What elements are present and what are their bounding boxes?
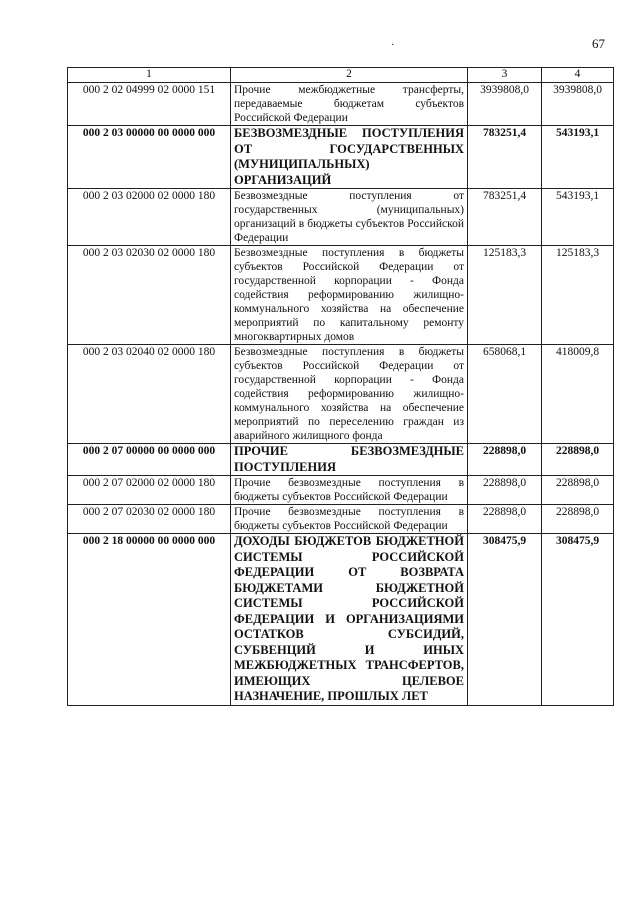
budget-code-cell: 000 2 07 02030 02 0000 180	[68, 505, 231, 534]
revenue-name-cell: ДОХОДЫ БЮДЖЕТОВ БЮДЖЕТНОЙ СИСТЕМЫ РОССИЙСКОЙ ФЕДЕРАЦИИ ОТ ВОЗВРАТА БЮДЖЕТАМИ БЮДЖЕТНОЙ СИСТЕМЫ РОССИЙСКОЙ ФЕДЕРАЦИИ И ОРГАНИЗАЦИЯМИ ОСТАТКОВ СУБСИДИЙ, СУБВЕНЦИЙ И ИНЫХ МЕЖБЮДЖЕТНЫХ ТРАНСФЕРТОВ, ИМЕЮЩИХ ЦЕЛЕВОЕ НАЗНАЧЕНИЕ, ПРОШЛЫХ ЛЕТ	[231, 534, 468, 706]
revenue-name-cell: Прочие межбюджетные трансферты, передаваемые бюджетам субъектов Российской Федерации	[231, 83, 468, 126]
budget-code-cell: 000 2 18 00000 00 0000 000	[68, 534, 231, 706]
amount-col3-cell: 308475,9	[468, 534, 542, 706]
budget-code-cell: 000 2 03 02030 02 0000 180	[68, 246, 231, 345]
amount-col4-cell: 543193,1	[542, 126, 614, 189]
amount-col3-cell: 658068,1	[468, 345, 542, 444]
revenue-name-cell: Прочие безвозмездные поступления в бюджеты субъектов Российской Федерации	[231, 505, 468, 534]
budget-table	[67, 67, 614, 706]
revenue-name-cell: Прочие безвозмездные поступления в бюджеты субъектов Российской Федерации	[231, 476, 468, 505]
budget-code-cell: 000 2 02 04999 02 0000 151	[68, 83, 231, 126]
revenue-name-cell: Безвозмездные поступления от государственных (муниципальных) организаций в бюджеты субъектов Российской Федерации	[231, 189, 468, 246]
amount-col4-cell: 228898,0	[542, 505, 614, 534]
budget-code-cell: 000 2 03 02040 02 0000 180	[68, 345, 231, 444]
table-row	[68, 505, 614, 534]
table-row	[68, 126, 614, 189]
revenue-name-cell: Безвозмездные поступления в бюджеты субъектов Российской Федерации от государственной корпорации - Фонда содействия реформированию жилищно-коммунального хозяйства на обеспечение мероприятий по переселению граждан из аварийного жилищного фонда	[231, 345, 468, 444]
amount-col4-cell: 3939808,0	[542, 83, 614, 126]
amount-col3-cell: 228898,0	[468, 505, 542, 534]
amount-col3-cell: 228898,0	[468, 444, 542, 476]
budget-code-cell: 000 2 03 00000 00 0000 000	[68, 126, 231, 189]
table-row	[68, 246, 614, 345]
amount-col3-cell: 3939808,0	[468, 83, 542, 126]
page-number: 67	[592, 36, 605, 51]
amount-col3-cell: 125183,3	[468, 246, 542, 345]
table-header-row	[68, 68, 614, 83]
revenue-name-cell: ПРОЧИЕ БЕЗВОЗМЕЗДНЫЕ ПОСТУПЛЕНИЯ	[231, 444, 468, 476]
column-header: 1	[68, 68, 231, 83]
amount-col3-cell: 228898,0	[468, 476, 542, 505]
amount-col4-cell: 308475,9	[542, 534, 614, 706]
scan-mark: ·	[391, 40, 395, 51]
amount-col4-cell: 125183,3	[542, 246, 614, 345]
amount-col3-cell: 783251,4	[468, 189, 542, 246]
revenue-name-cell: БЕЗВОЗМЕЗДНЫЕ ПОСТУПЛЕНИЯ ОТ ГОСУДАРСТВЕННЫХ (МУНИЦИПАЛЬНЫХ) ОРГАНИЗАЦИЙ	[231, 126, 468, 189]
amount-col3-cell: 783251,4	[468, 126, 542, 189]
amount-col4-cell: 418009,8	[542, 345, 614, 444]
column-header: 3	[468, 68, 542, 83]
column-header: 2	[231, 68, 468, 83]
table-row	[68, 189, 614, 246]
revenue-name-cell: Безвозмездные поступления в бюджеты субъектов Российской Федерации от государственной корпорации - Фонда содействия реформированию жилищно-коммунального хозяйства на обеспечение мероприятий по капитальному ремонту многоквартирных домов	[231, 246, 468, 345]
amount-col4-cell: 228898,0	[542, 476, 614, 505]
table-row	[68, 476, 614, 505]
table-row	[68, 83, 614, 126]
budget-code-cell: 000 2 07 02000 02 0000 180	[68, 476, 231, 505]
budget-code-cell: 000 2 03 02000 02 0000 180	[68, 189, 231, 246]
column-header: 4	[542, 68, 614, 83]
table-row	[68, 534, 614, 706]
amount-col4-cell: 228898,0	[542, 444, 614, 476]
amount-col4-cell: 543193,1	[542, 189, 614, 246]
table-row	[68, 345, 614, 444]
table-row	[68, 444, 614, 476]
budget-code-cell: 000 2 07 00000 00 0000 000	[68, 444, 231, 476]
